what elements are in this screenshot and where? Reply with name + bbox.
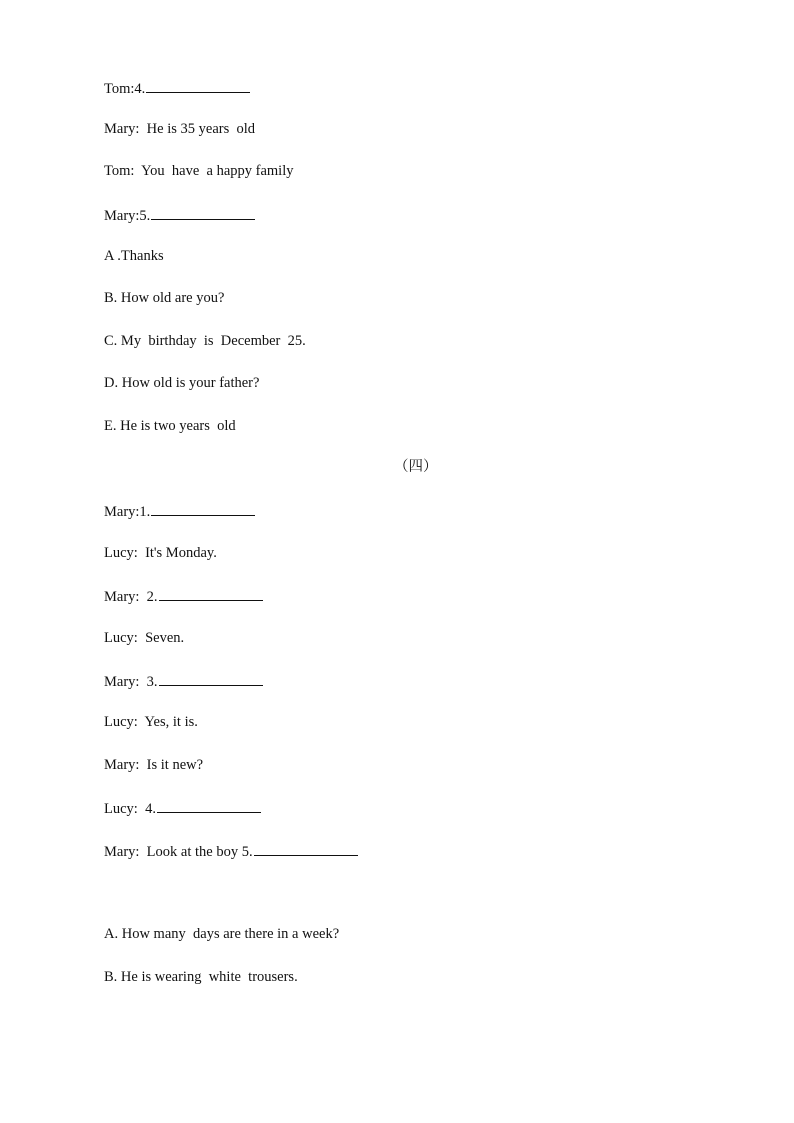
option-text: A. How many days are there in a week?: [104, 926, 340, 942]
dialogue-line-mary-age: [104, 120, 255, 138]
dialogue-text: Lucy: 4.: [104, 801, 156, 817]
dialogue-text: Mary: Look at the boy 5.: [104, 844, 253, 860]
answer-blank[interactable]: [151, 205, 255, 220]
option-text: B. How old are you?: [104, 290, 225, 306]
option-text: A .Thanks: [104, 248, 164, 264]
dialogue-line-mary-1: [104, 501, 255, 521]
option-d: [104, 374, 259, 392]
dialogue-text: Lucy: It's Monday.: [104, 545, 217, 561]
option-text: D. How old is your father?: [104, 375, 260, 391]
answer-blank[interactable]: [146, 78, 250, 93]
option-text: C. My birthday is December 25.: [104, 333, 306, 349]
dialogue-line-lucy-seven: [104, 629, 184, 647]
dialogue-line-tom-family: [104, 162, 293, 180]
dialogue-line-mary-3: [104, 671, 263, 691]
answer-blank[interactable]: [159, 671, 263, 686]
answer-blank[interactable]: [157, 798, 261, 813]
dialogue-text: Mary:1.: [104, 504, 151, 520]
dialogue-line-tom-4: [104, 78, 250, 98]
dialogue-text: Mary: He is 35 years old: [104, 121, 256, 137]
option-a: [104, 925, 339, 943]
dialogue-line-mary-5: [104, 841, 358, 861]
option-text: E. He is two years old: [104, 418, 236, 434]
dialogue-text: Mary: 2.: [104, 589, 158, 605]
option-e: [104, 417, 236, 435]
dialogue-text: Lucy: Seven.: [104, 630, 185, 646]
dialogue-line-lucy-yes: [104, 713, 198, 731]
dialogue-line-lucy-monday: [104, 544, 217, 562]
option-a: [104, 247, 164, 265]
option-b: [104, 289, 224, 307]
option-b: [104, 968, 298, 986]
dialogue-line-mary-new: [104, 756, 203, 774]
answer-blank[interactable]: [159, 586, 263, 601]
dialogue-line-mary-5: [104, 205, 255, 225]
answer-blank[interactable]: [254, 841, 358, 856]
option-c: [104, 332, 306, 350]
answer-blank[interactable]: [151, 501, 255, 516]
dialogue-text: Tom:4.: [104, 81, 146, 97]
dialogue-line-mary-2: [104, 586, 263, 606]
dialogue-text: Lucy: Yes, it is.: [104, 714, 198, 730]
dialogue-text: Mary:5.: [104, 208, 151, 224]
dialogue-text: Mary: 3.: [104, 674, 158, 690]
dialogue-text: Tom: You have a happy family: [104, 163, 294, 179]
option-text: B. He is wearing white trousers.: [104, 969, 298, 985]
dialogue-text: Mary: Is it new?: [104, 757, 204, 773]
dialogue-line-lucy-4: [104, 798, 261, 818]
section-heading: （四）: [394, 459, 438, 475]
